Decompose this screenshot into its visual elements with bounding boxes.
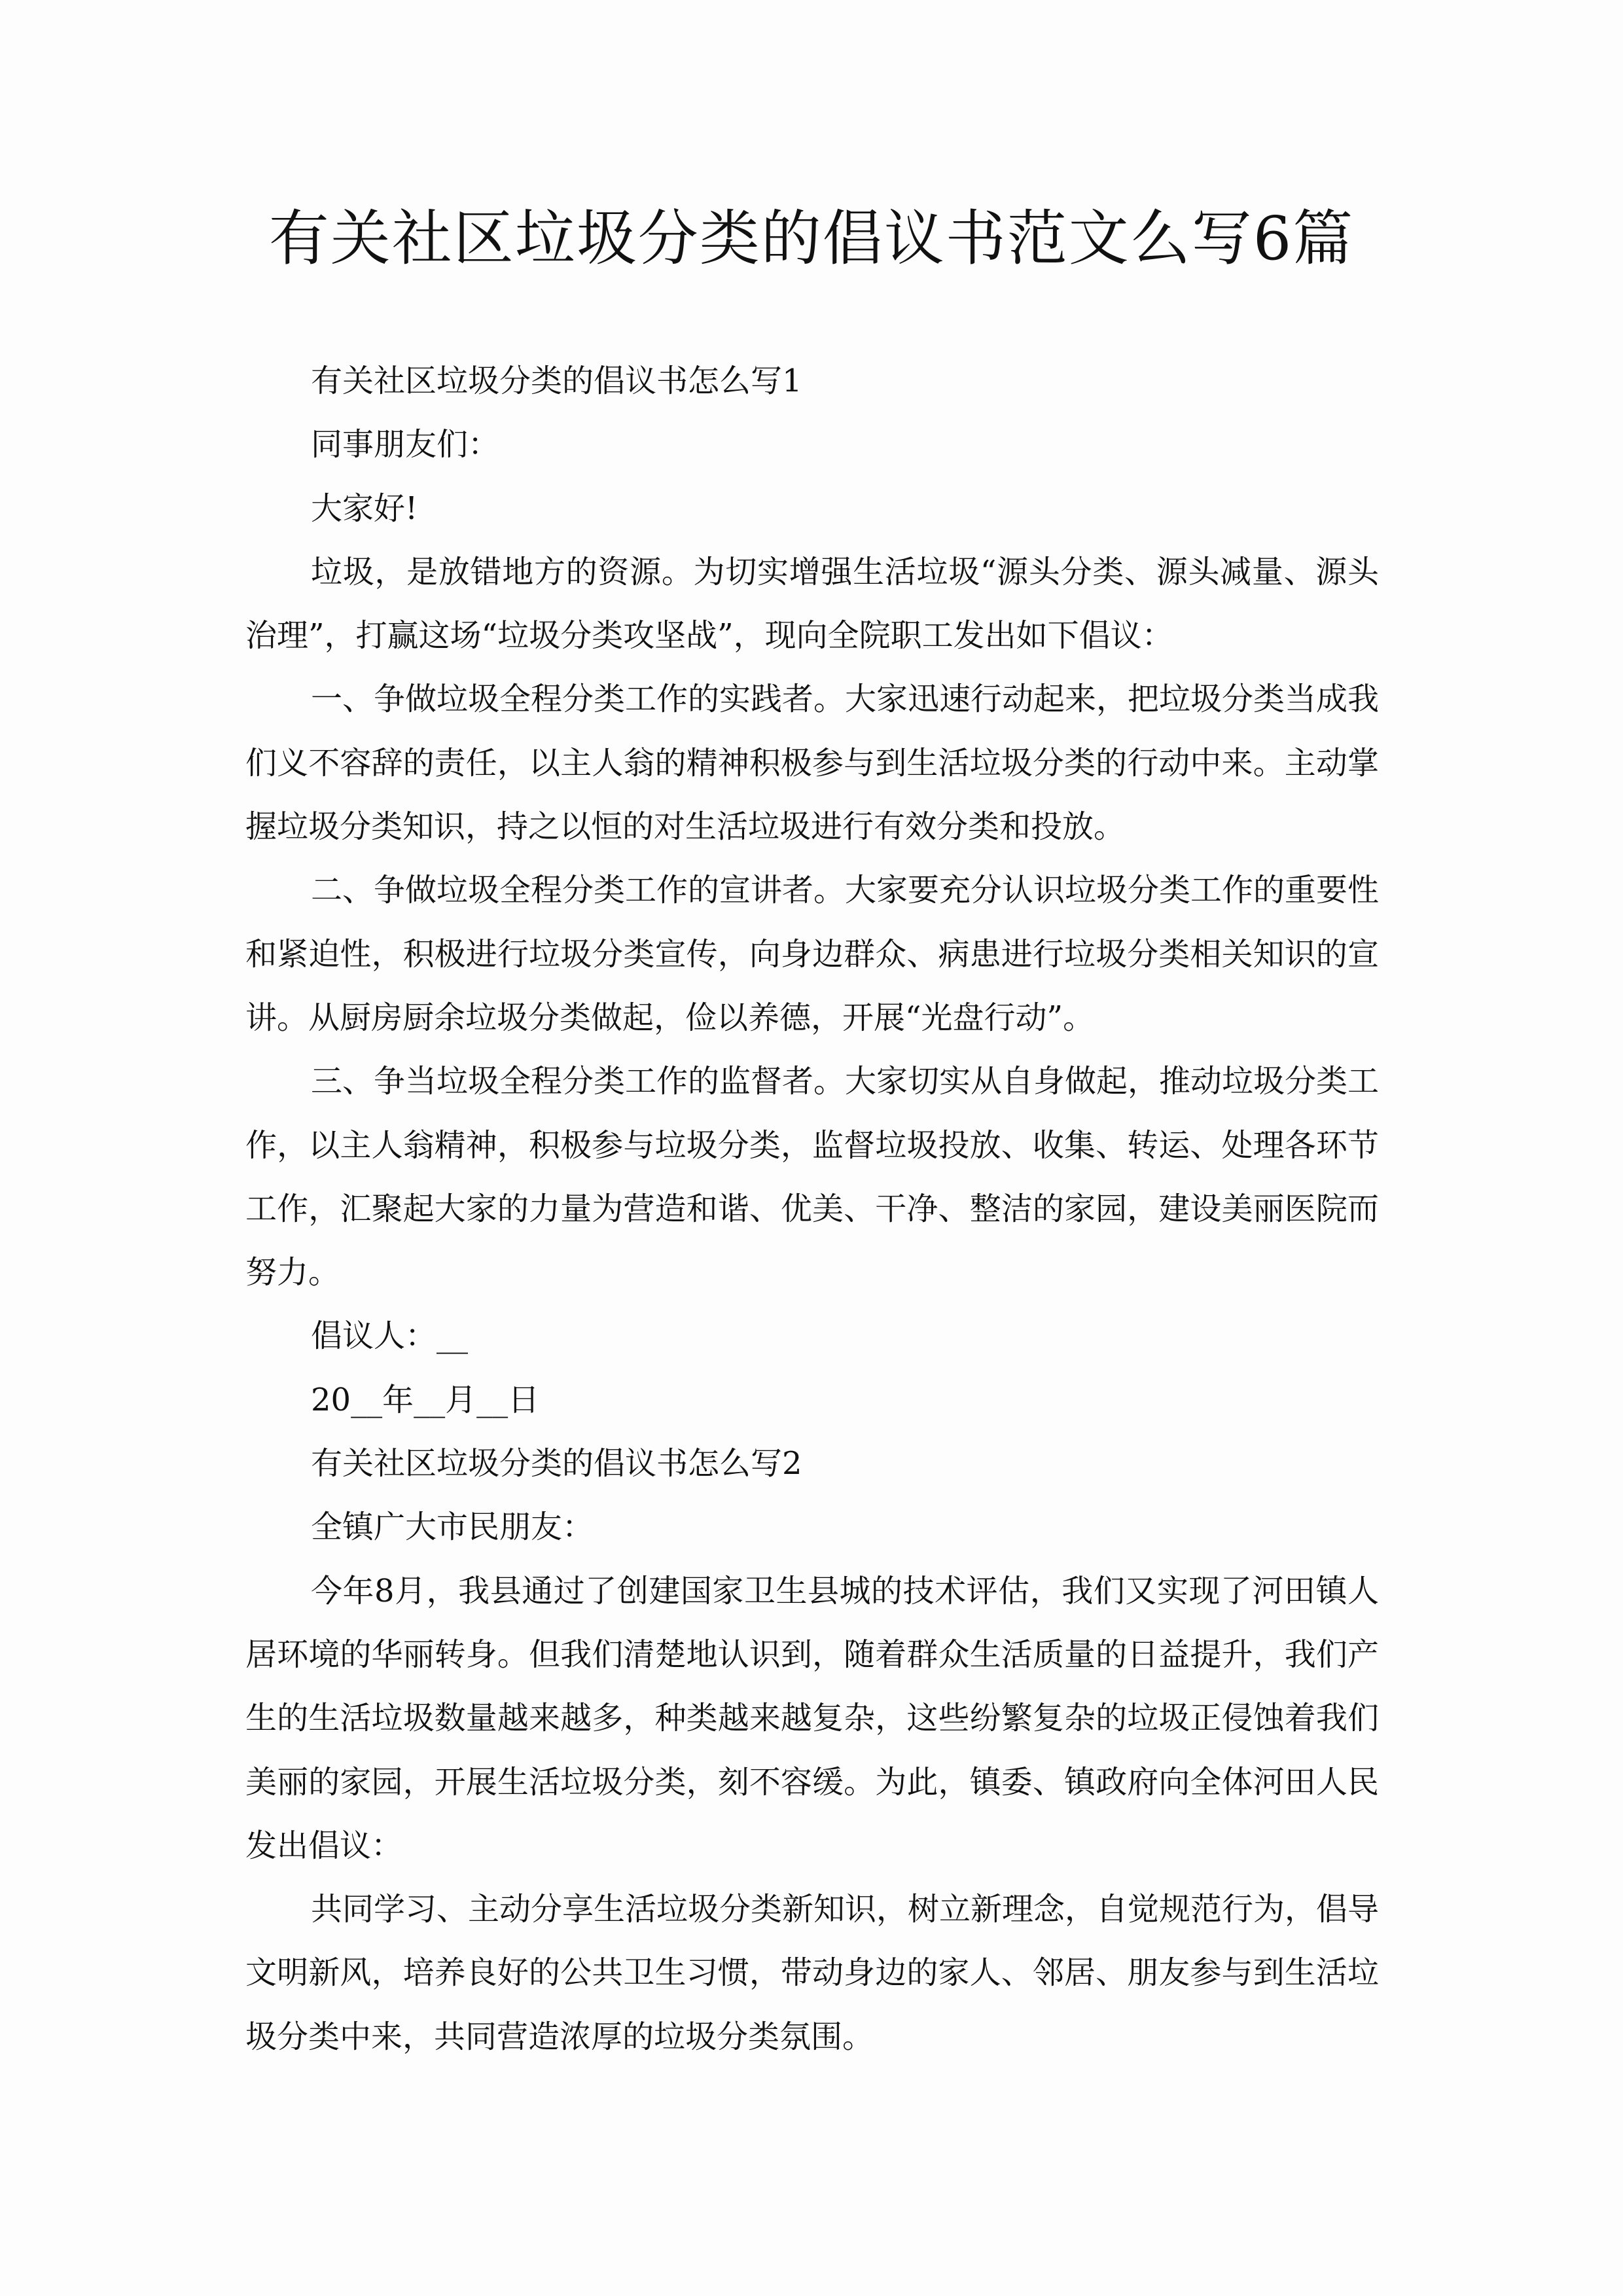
proposal-item-2: 二、争做垃圾全程分类工作的宣讲者。大家要充分认识垃圾分类工作的重要性和紧迫性，积极进行垃圾分类宣传，向身边群众、病患进行垃圾分类相关知识的宣讲。从厨房厨余垃圾分类做起，俭以养德，开展“光盘行动”。 <box>245 872 1380 1036</box>
document-body <box>245 350 1379 2069</box>
document-title: 有关社区垃圾分类的倡议书范文么写6篇 <box>268 204 1355 274</box>
signatory-line: 倡议人：__ <box>311 1318 469 1355</box>
section-heading-1: 有关社区垃圾分类的倡议书怎么写1 <box>311 363 802 399</box>
section-heading-2: 有关社区垃圾分类的倡议书怎么写2 <box>311 1445 802 1482</box>
proposal-item-1: 一、争做垃圾全程分类工作的实践者。大家迅速行动起来，把垃圾分类当成我们义不容辞的责任，以主人翁的精神积极参与到生活垃圾分类的行动中来。主动掌握垃圾分类知识，持之以恒的对生活垃圾进行有效分类和投放。 <box>245 681 1380 846</box>
intro-paragraph: 垃圾，是放错地方的资源。为切实增强生活垃圾“源头分类、源头减量、源头治理”，打赢这场“垃圾分类攻坚战”，现向全院职工发出如下倡议： <box>245 553 1379 655</box>
greeting: 大家好! <box>311 490 418 527</box>
proposal-item-3: 三、争当垃圾全程分类工作的监督者。大家切实从自身做起，推动垃圾分类工作，以主人翁精神，积极参与垃圾分类，监督垃圾投放、收集、转运、处理各环节工作，汇聚起大家的力量为营造和谐、优美、干净、整洁的家园，建设美丽医院而努力。 <box>245 1063 1380 1291</box>
date-line: 20__年__月__日 <box>311 1381 540 1418</box>
intro-paragraph-2: 今年8月，我县通过了创建国家卫生县城的技术评估，我们又实现了河田镇人居环境的华丽转身。但我们清楚地认识到，随着群众生活质量的日益提升，我们产生的生活垃圾数量越来越多，种类越来越复杂，这些纷繁复杂的垃圾正侵蚀着我们美丽的家园，开展生活垃圾分类，刻不容缓。为此，镇委、镇政府向全体河田人民发出倡议： <box>245 1572 1379 1864</box>
salutation: 同事朋友们： <box>311 426 500 463</box>
salutation-2: 全镇广大市民朋友： <box>311 1509 594 1546</box>
proposal-paragraph-2: 共同学习、主动分享生活垃圾分类新知识，树立新理念，自觉规范行为，倡导文明新风，培养良好的公共卫生习惯，带动身边的家人、邻居、朋友参与到生活垃圾分类中来，共同营造浓厚的垃圾分类氛围。 <box>245 1891 1380 2055</box>
